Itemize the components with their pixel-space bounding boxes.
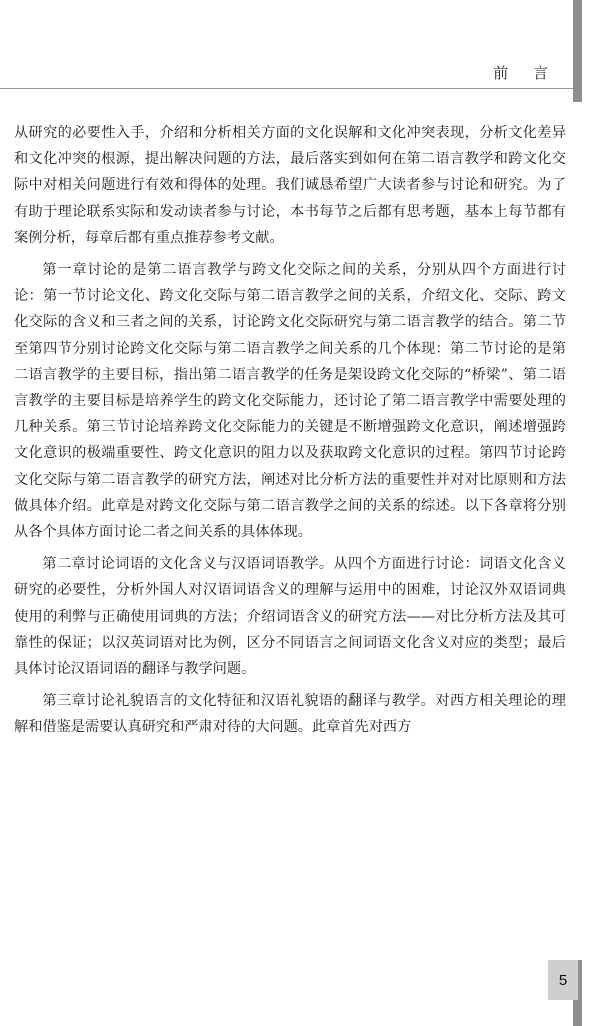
page-number: 5 bbox=[558, 971, 568, 989]
paragraph-chapter-1: 第一章讨论的是第二语言教学与跨文化交际之间的关系，分别从四个方面进行讨论：第一节讨论文化、跨文化交际与第二语言教学之间的关系，介绍文化、交际、跨文化交际的含义和三者之间的关系，讨论跨文化交际研究与第二语言教学的结合。第二节至第四节分别讨论跨文化交际与第二语言教学之间关系的几个体现：第二节讨论的是第二语言教学的主要目标，指出第二语言教学的任务是架设跨文化交际的“桥梁”、第二语言教学的主要目标是培养学生的跨文化交际能力，还讨论了第二语言教学中需要处理的几种关系。第三节讨论培养跨文化交际能力的关键是不断增强跨文化意识，阐述增强跨文化意识的极端重要性、跨文化意识的阻力以及获取跨文化意识的过程。第四节讨论跨文化交际与第二语言教学的研究方法，阐述对比分析方法的重要性并对对比原则和方法做具体介绍。此章是对跨文化交际与第二语言教学之间的关系的综述。以下各章将分别从各个具体方面讨论二者之间关系的具体体现。 bbox=[14, 262, 566, 541]
running-header-title: 前 言 bbox=[493, 64, 558, 82]
paragraph-chapter-3: 第三章讨论礼貌语言的文化特征和汉语礼貌语的翻译与教学。对西方相关理论的理解和借鉴是需要认真研究和严肃对待的大问题。此章首先对西方 bbox=[14, 693, 566, 736]
header-divider bbox=[0, 88, 573, 89]
page-number-box bbox=[548, 960, 578, 1000]
paragraph-continued: 从研究的必要性入手，介绍和分析相关方面的文化误解和文化冲突表现，分析文化差异和文化冲突的根源，提出解决问题的方法，最后落实到如何在第二语言教学和跨文化交际中对相关问题进行有效和得体的处理。我们诚恳希望广大读者参与讨论和研究。为了有助于理论联系实际和发动读者参与讨论，本书每节之后都有思考题，基本上每节都有案例分析，每章后都有重点推荐参考文献。 bbox=[14, 125, 566, 246]
paragraph-chapter-2: 第二章讨论词语的文化含义与汉语词语教学。从四个方面进行讨论：词语文化含义研究的必要性，分析外国人对汉语词语含义的理解与运用中的困难，讨论汉外双语词典使用的利弊与正确使用词典的方法；介绍词语含义的研究方法——对比分析方法及其可靠性的保证；以汉英词语对比为例，区分不同语言之间词语文化含义对应的类型；最后具体讨论汉语词语的翻译与教学问题。 bbox=[14, 556, 566, 678]
body-text bbox=[14, 120, 566, 747]
edge-thumb-bar-top bbox=[573, 0, 582, 102]
